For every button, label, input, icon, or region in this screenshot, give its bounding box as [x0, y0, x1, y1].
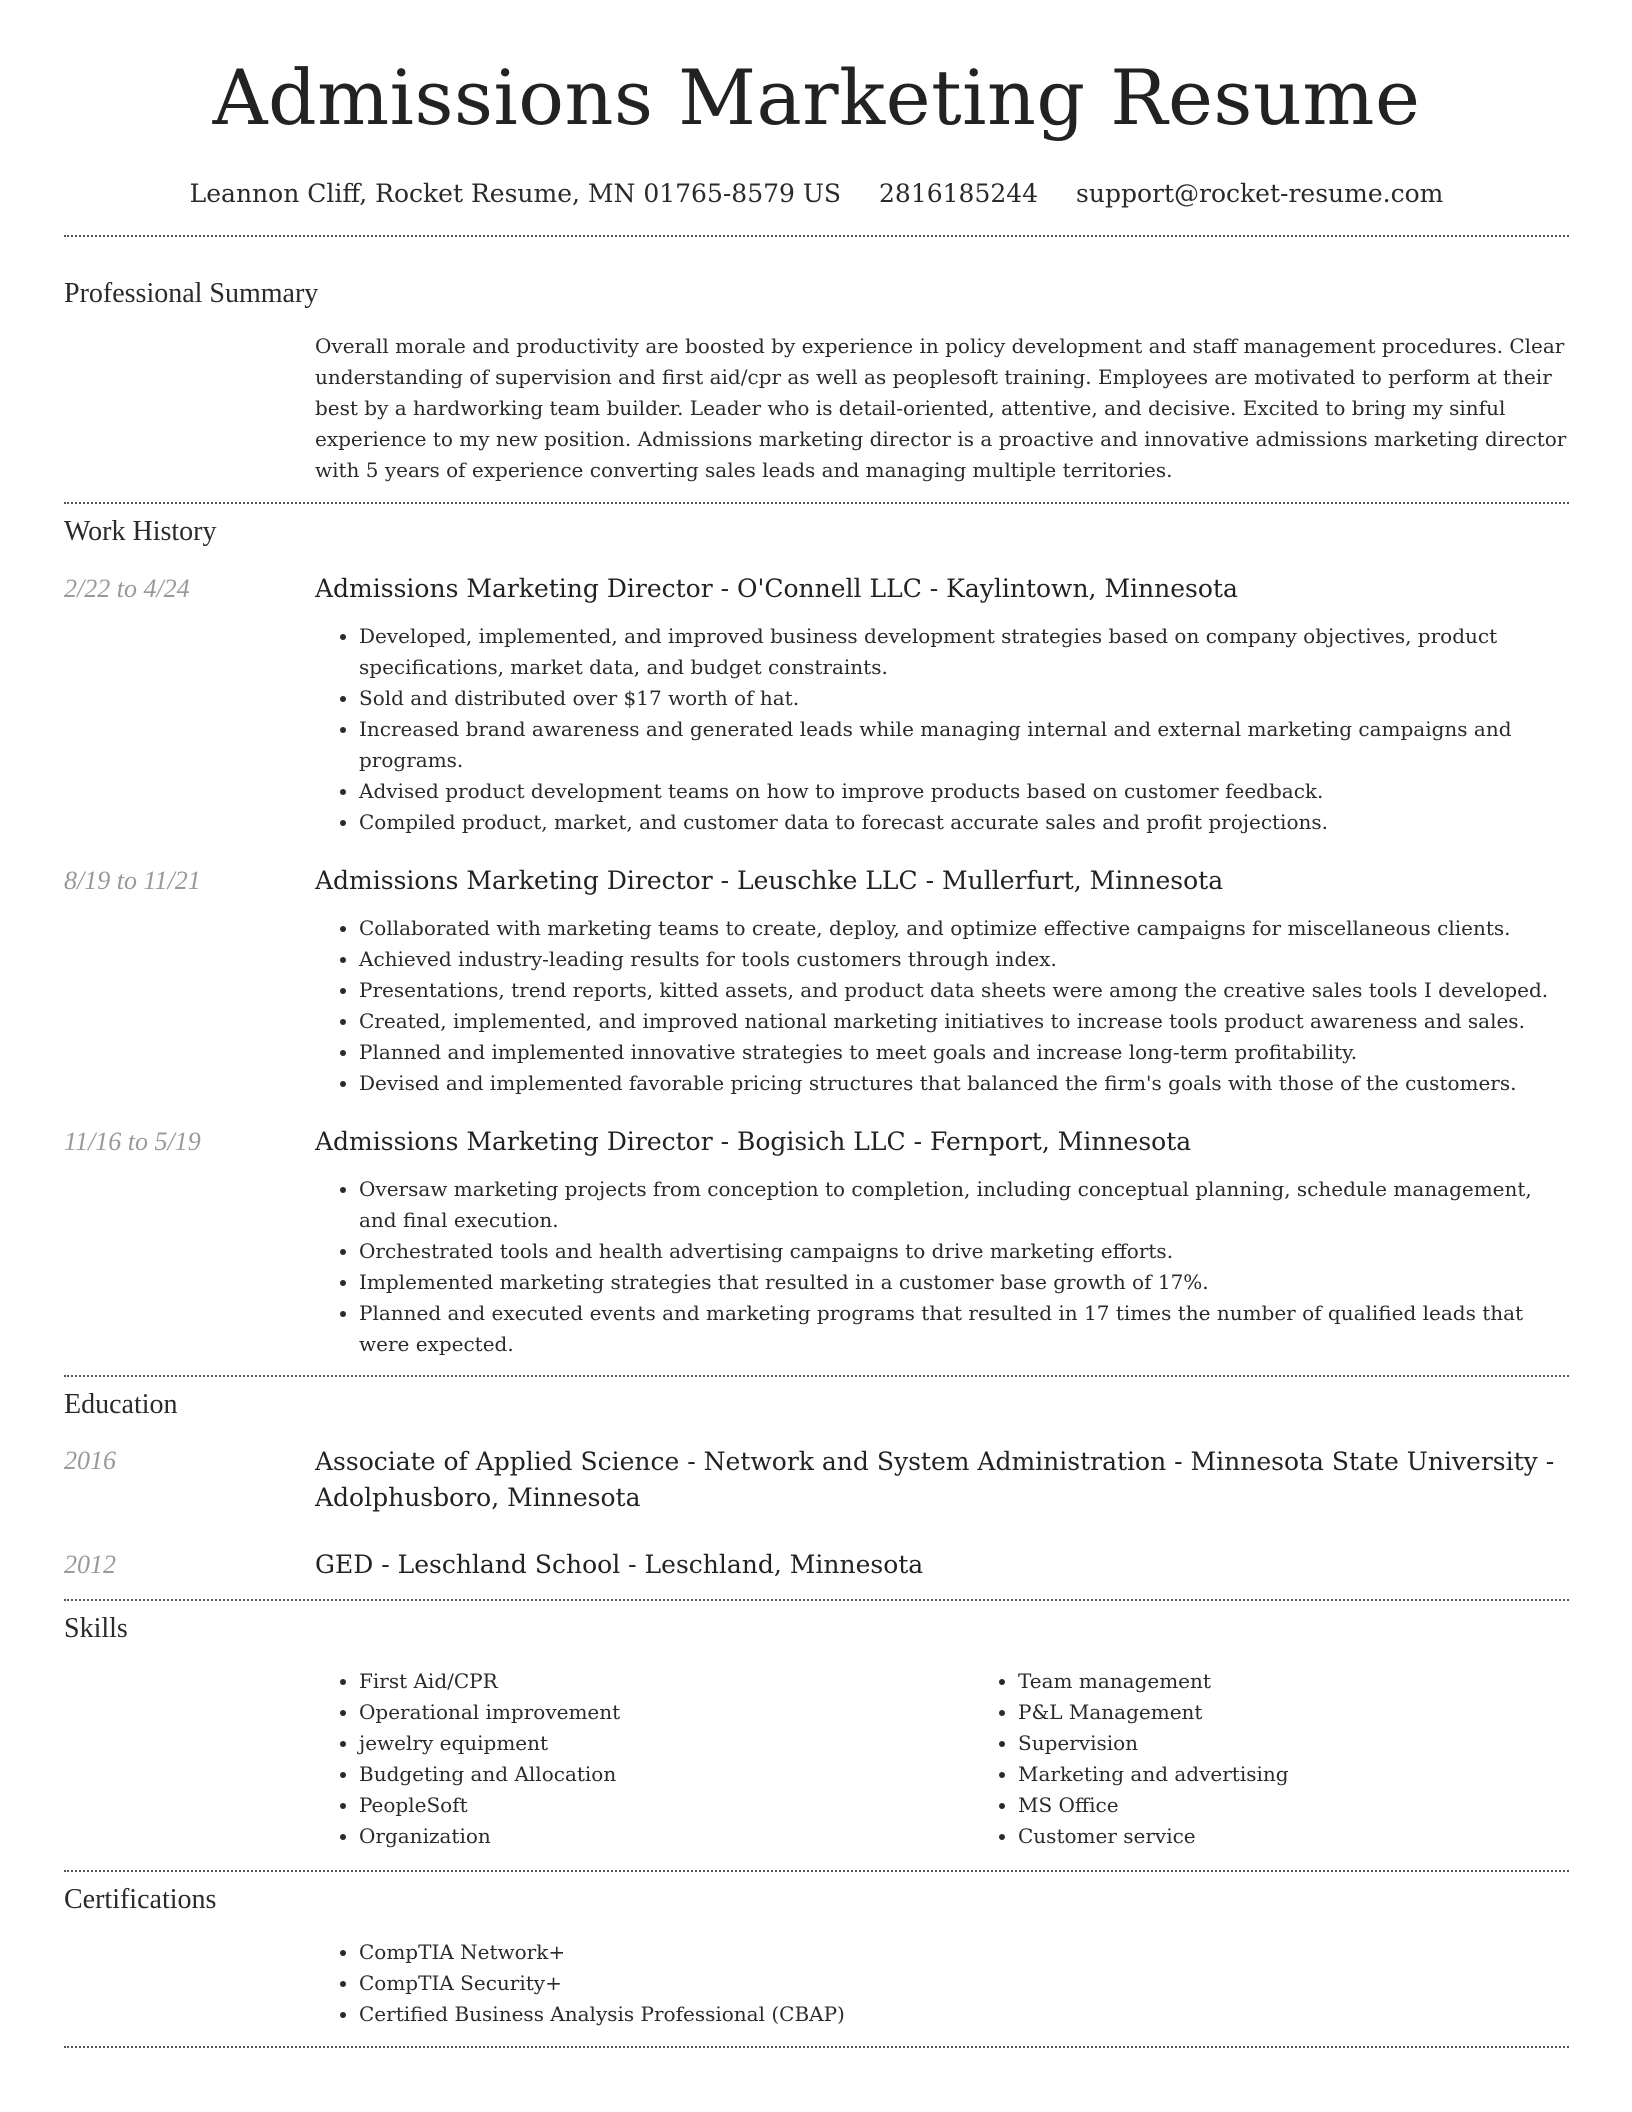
divider — [64, 502, 1569, 504]
skill-item: • Supervision — [1018, 1728, 1632, 1759]
skill-item: • Customer service — [1018, 1821, 1632, 1852]
job-entry — [64, 864, 1569, 1099]
skill-item: • jewelry equipment — [359, 1728, 974, 1759]
education-section — [64, 1388, 1569, 1582]
job-bullet: • Orchestrated tools and health advertising campaigns to drive marketing efforts. — [359, 1236, 1569, 1267]
job-bullets — [315, 913, 1569, 1099]
certification-item: • Certified Business Analysis Professional (CBAP) — [359, 1999, 1569, 2030]
job-bullet: • Increased brand awareness and generated leads while managing internal and external marketing campaigns and programs. — [359, 714, 1569, 776]
job-bullet: • Presentations, trend reports, kitted assets, and product data sheets were among the creative sales tools I developed. — [359, 975, 1569, 1006]
job-title: Admissions Marketing Director - Bogisich LLC - Fernport, Minnesota — [315, 1127, 1192, 1156]
job-bullet: • Advised product development teams on how to improve products based on customer feedback. — [359, 776, 1569, 807]
certifications-section — [64, 1883, 1569, 2030]
education-entry — [64, 1444, 1569, 1516]
education-year: 2012 — [64, 1550, 116, 1579]
job-bullet: • Created, implemented, and improved national marketing initiatives to increase tools product awareness and sales. — [359, 1006, 1569, 1037]
education-text: Associate of Applied Science - Network and System Administration - Minnesota State University - Adolphusboro, Minnesota — [315, 1447, 1555, 1512]
job-dates: 8/19 to 11/21 — [64, 866, 201, 895]
skill-item: • PeopleSoft — [359, 1790, 974, 1821]
skill-item: • Organization — [359, 1821, 974, 1852]
skills-list — [315, 1666, 1632, 1852]
contact-phone: 2816185244 — [879, 179, 1039, 208]
job-bullet: • Developed, implemented, and improved business development strategies based on company objectives, product specifications, market data, and budget constraints. — [359, 621, 1569, 683]
summary-heading: Professional Summary — [64, 278, 319, 309]
job-entry — [64, 1125, 1569, 1360]
divider — [64, 235, 1569, 237]
job-bullet: • Oversaw marketing projects from conception to completion, including conceptual planning, schedule management, and final execution. — [359, 1174, 1569, 1236]
job-bullets — [315, 1174, 1569, 1360]
work-history-section — [64, 515, 1569, 1360]
certifications-list — [315, 1937, 1569, 2030]
education-year: 2016 — [64, 1446, 116, 1475]
divider — [64, 2046, 1569, 2048]
divider — [64, 1599, 1569, 1601]
job-bullet: • Devised and implemented favorable pricing structures that balanced the firm's goals with those of the customers. — [359, 1068, 1569, 1099]
summary-text: Overall morale and productivity are boosted by experience in policy development and staff management procedures. Clear understanding of supervision and first aid/cpr as well as peoplesoft training. Employees are motivated to perform at their best by a hardworking team builder. Leader who is detail-oriented, attentive, and decisive. Excited to bring my sinful experience to my new position. Admissions marketing director is a proactive and innovative admissions marketing director with 5 years of experience converting sales leads and managing multiple territories. — [315, 334, 1567, 482]
certifications-heading: Certifications — [64, 1884, 217, 1915]
resume-page — [64, 0, 1569, 2048]
skills-section — [64, 1612, 1569, 1852]
summary-spacer — [64, 331, 315, 486]
job-bullets — [315, 621, 1569, 838]
education-entry — [64, 1548, 1569, 1582]
job-bullet: • Sold and distributed over $17 worth of hat. — [359, 683, 1569, 714]
skills-heading: Skills — [64, 1613, 128, 1644]
education-heading: Education — [64, 1389, 178, 1420]
contact-address: Leannon Cliff, Rocket Resume, MN 01765-8579 US — [189, 179, 842, 208]
work-history-heading: Work History — [64, 516, 217, 547]
skill-item: • Team management — [1018, 1666, 1632, 1697]
job-entry — [64, 572, 1569, 838]
skill-item: • Marketing and advertising — [1018, 1759, 1632, 1790]
skills-column-right — [974, 1666, 1632, 1852]
resume-title: Admissions Marketing Resume — [212, 53, 1421, 142]
skill-item: • Budgeting and Allocation — [359, 1759, 974, 1790]
skill-item: • First Aid/CPR — [359, 1666, 974, 1697]
job-bullet: • Compiled product, market, and customer data to forecast accurate sales and profit projections. — [359, 807, 1569, 838]
job-bullet: • Planned and implemented innovative strategies to meet goals and increase long-term profitability. — [359, 1037, 1569, 1068]
job-bullet: • Collaborated with marketing teams to create, deploy, and optimize effective campaigns for miscellaneous clients. — [359, 913, 1569, 944]
job-bullet: • Achieved industry-leading results for tools customers through index. — [359, 944, 1569, 975]
certification-item: • CompTIA Security+ — [359, 1968, 1569, 1999]
summary-section — [64, 277, 1569, 486]
skill-item: • MS Office — [1018, 1790, 1632, 1821]
contact-line — [64, 178, 1569, 210]
job-title: Admissions Marketing Director - O'Connell LLC - Kaylintown, Minnesota — [315, 574, 1238, 603]
education-text: GED - Leschland School - Leschland, Minnesota — [315, 1550, 924, 1579]
divider — [64, 1870, 1569, 1872]
skills-column-left — [315, 1666, 974, 1852]
contact-email: support@rocket-resume.com — [1076, 179, 1444, 208]
skill-item: • Operational improvement — [359, 1697, 974, 1728]
job-dates: 11/16 to 5/19 — [64, 1127, 201, 1156]
job-dates: 2/22 to 4/24 — [64, 574, 190, 603]
job-bullet: • Planned and executed events and marketing programs that resulted in 17 times the number of qualified leads that were expected. — [359, 1298, 1569, 1360]
divider — [64, 1375, 1569, 1377]
job-title: Admissions Marketing Director - Leuschke LLC - Mullerfurt, Minnesota — [315, 866, 1224, 895]
certification-item: • CompTIA Network+ — [359, 1937, 1569, 1968]
job-bullet: • Implemented marketing strategies that resulted in a customer base growth of 17%. — [359, 1267, 1569, 1298]
skill-item: • P&L Management — [1018, 1697, 1632, 1728]
